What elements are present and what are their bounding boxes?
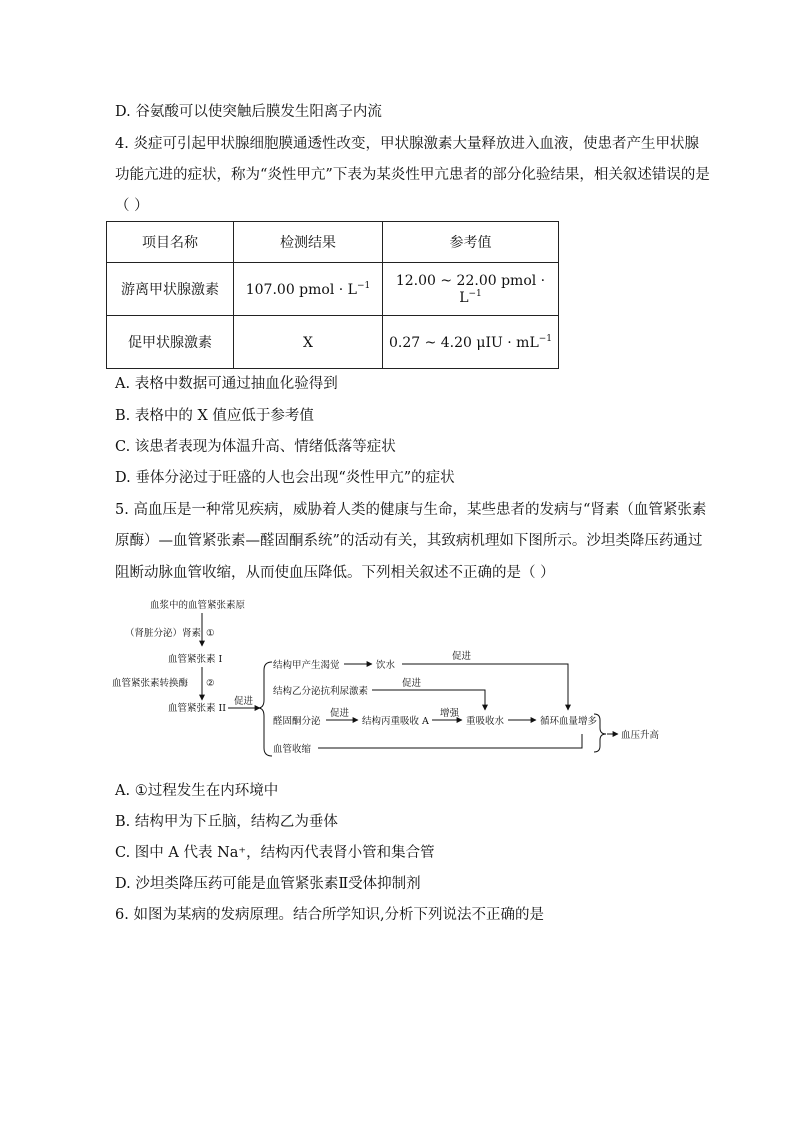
node-blood-pressure: 血压升高 <box>621 730 660 741</box>
q5-option-b: B. 结构甲为下丘脑，结构乙为垂体 <box>115 814 338 830</box>
cell-result: X <box>234 316 383 369</box>
q4-option-b: B. 表格中的 X 值应低于参考值 <box>115 408 314 424</box>
label-step-1: ① <box>206 628 215 639</box>
q4-option-c: C. 该患者表现为体温升高、情绪低落等症状 <box>115 439 396 455</box>
node-drink: 饮水 <box>376 660 396 671</box>
mechanism-diagram <box>110 596 680 766</box>
cell-item-name: 促甲状腺激素 <box>107 316 234 369</box>
q4-option-a: A. 表格中数据可通过抽血化验得到 <box>115 376 338 392</box>
node-absorb-a: 结构丙重吸收 A <box>362 716 429 727</box>
cell-reference: 0.27 ~ 4.20 $\mu IU \cdot mL^{-1}$ <box>383 316 559 369</box>
node-angiotensinogen: 血浆中的血管紧张素原 <box>150 600 246 611</box>
label-promote-ald: 促进 <box>330 708 350 719</box>
arrow-adh-water <box>372 690 485 710</box>
cell-reference: 12.00 ~ 22.00 pmol · $L^{-1}$ <box>383 263 559 316</box>
label-enhance: 增强 <box>440 708 460 719</box>
q4-stem-line-2: 功能亢进的症状，称为“炎性甲亢”下表为某炎性甲亢患者的部分化验结果，相关叙述错误的是 <box>115 167 710 183</box>
q5-option-c: C. 图中 A 代表 Na⁺，结构丙代表肾小管和集合管 <box>115 845 435 861</box>
label-promote-adh: 促进 <box>402 678 422 689</box>
q5-stem-line-3: 阻断动脉血管收缩，从而使血压降低。下列相关叙述不正确的是（ ） <box>115 565 555 581</box>
header-item-name: 项目名称 <box>107 222 234 263</box>
cell-item-name: 游离甲状腺激素 <box>107 263 234 316</box>
left-brace <box>258 662 272 756</box>
q4-stem-line-1: 4. 炎症可引起甲状腺细胞膜通透性改变，甲状腺激素大量释放进入血液，使患者产生甲状腺 <box>115 136 699 152</box>
header-result: 检测结果 <box>234 222 383 263</box>
q4-option-d: D. 垂体分泌过于旺盛的人也会出现“炎性甲亢”的症状 <box>115 470 455 486</box>
node-water-reabsorb: 重吸收水 <box>466 716 505 727</box>
lab-results-table <box>106 221 559 369</box>
label-promote-drink: 促进 <box>452 651 472 662</box>
node-blood-volume: 循环血量增多 <box>540 716 598 727</box>
node-renin: （肾脏分泌）肾素 <box>125 628 202 639</box>
label-step-2: ② <box>206 678 215 689</box>
header-reference: 参考值 <box>383 222 559 263</box>
node-vasoconstriction: 血管收缩 <box>273 744 312 755</box>
cell-result: 107.00 pmol · $L^{-1}$ <box>234 263 383 316</box>
line-vaso <box>318 734 582 748</box>
node-angiotensin-2: 血管紧张素 II <box>168 703 227 714</box>
table-row <box>107 316 559 369</box>
node-aldosterone: 醛固酮分泌 <box>273 716 321 727</box>
q5-stem-line-2: 原酶）—血管紧张素—醛固酮系统”的活动有关，其致病机理如下图所示。沙坦类降压药通过 <box>115 533 703 549</box>
table-row <box>107 263 559 316</box>
q5-stem-line-1: 5. 高血压是一种常见疾病，威胁着人类的健康与生命，某些患者的发病与“肾素（血管紧张素 <box>115 502 707 518</box>
node-adh: 结构乙分泌抗利尿激素 <box>273 686 369 697</box>
q6-stem-line-1: 6. 如图为某病的发病原理。结合所学知识,分析下列说法不正确的是 <box>115 907 545 923</box>
label-promote-main: 促进 <box>234 696 254 707</box>
q5-option-a: A. ①过程发生在内环境中 <box>115 783 279 799</box>
node-thirst: 结构甲产生渴觉 <box>273 660 340 671</box>
q3-option-d: D. 谷氨酸可以使突触后膜发生阳离子内流 <box>115 104 382 120</box>
node-ace: 血管紧张素转换酶 <box>112 678 189 689</box>
node-angiotensin-1: 血管紧张素 I <box>168 654 223 665</box>
q5-option-d: D. 沙坦类降压药可能是血管紧张素Ⅱ受体抑制剂 <box>115 876 421 892</box>
q4-answer-blank: （ ） <box>115 198 149 214</box>
